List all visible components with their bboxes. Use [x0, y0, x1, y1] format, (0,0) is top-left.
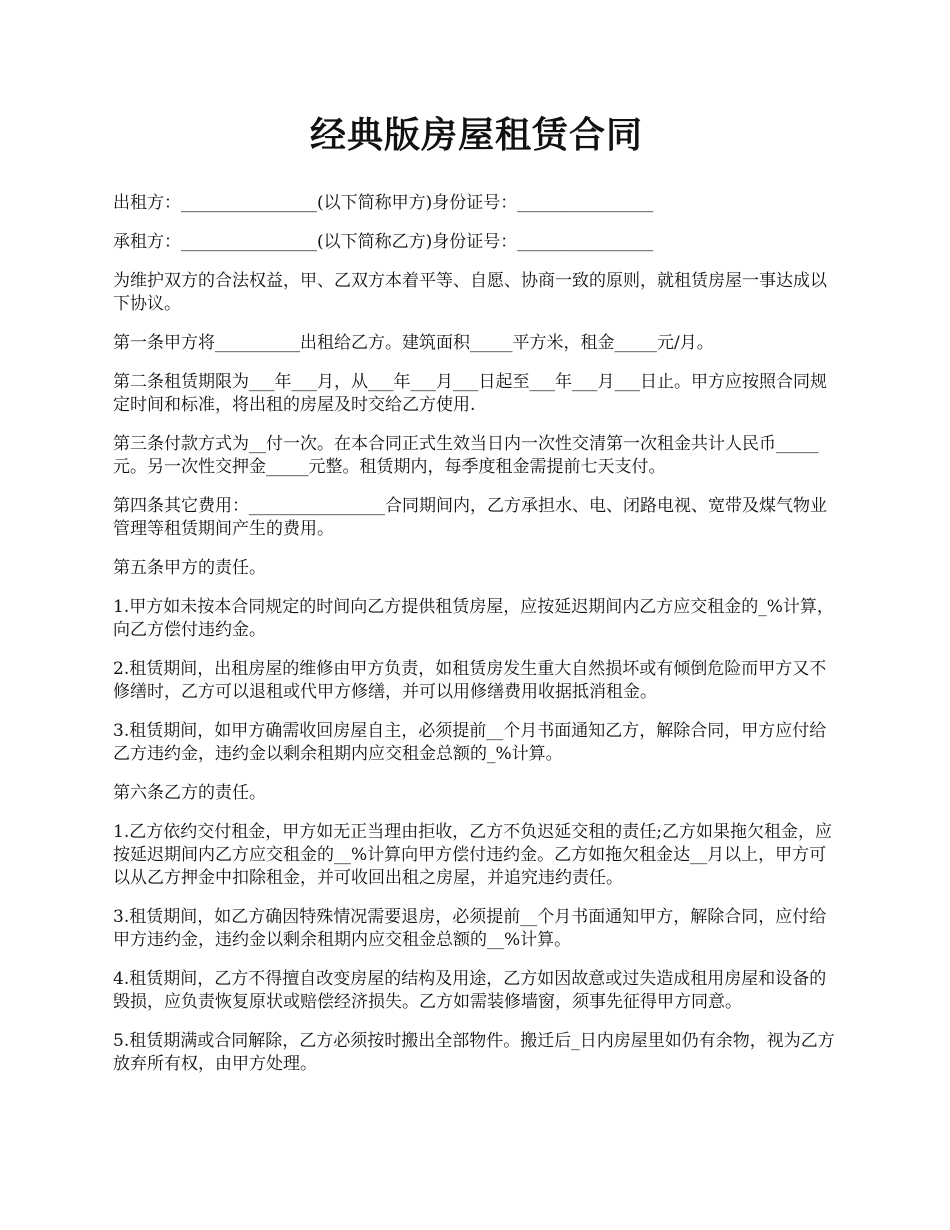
document-title: 经典版房屋租赁合同	[309, 114, 643, 156]
article-5-clause-3: 3.租赁期间，如甲方确需收回房屋自主，必须提前__个月书面通知乙方，解除合同，甲方应付给乙方违约金，违约金以剩余租期内应交租金总额的_%计算。	[113, 721, 827, 764]
article-5-clause-1: 1.甲方如未按本合同规定的时间向乙方提供租赁房屋，应按延迟期间内乙方应交租金的_%计算，向乙方偿付违约金。	[113, 597, 834, 640]
article-6-heading: 第六条乙方的责任。	[113, 783, 266, 803]
preamble: 为维护双方的合法权益，甲、乙双方本着平等、自愿、协商一致的原则，就租赁房屋一事达成以下协议。	[113, 271, 827, 314]
article-5-heading: 第五条甲方的责任。	[113, 558, 266, 578]
article-6-clause-3: 3.租赁期间，如乙方确因特殊情况需要退房，必须提前__个月书面通知甲方，解除合同，应付给甲方违约金，违约金以剩余租期内应交租金总额的__%计算。	[113, 907, 827, 950]
article-3: 第三条付款方式为__付一次。在本合同正式生效当日内一次性交清第一次租金共计人民币_____元。另一次性交押金_____元整。租赁期内，每季度租金需提前七天支付。	[113, 434, 819, 477]
article-2: 第二条租赁期限为___年___月，从___年___月___日起至___年___月___日止。甲方应按照合同规定时间和标准，将出租的房屋及时交给乙方使用.	[113, 372, 827, 415]
article-5-clause-2: 2.租赁期间，出租房屋的维修由甲方负责，如租赁房发生重大自然损坏或有倾倒危险而甲方又不修缮时，乙方可以退租或代甲方修缮，并可以用修缮费用收据抵消租金。	[113, 659, 827, 702]
lessee-line: 承租方：________________(以下简称乙方)身份证号：________________	[113, 232, 654, 252]
article-4: 第四条其它费用：________________合同期间内，乙方承担水、电、闭路电视、宽带及煤气物业管理等租赁期间产生的费用。	[113, 496, 827, 539]
article-6-clause-4: 4.租赁期间，乙方不得擅自改变房屋的结构及用途，乙方如因故意或过失造成租用房屋和设备的毁损，应负责恢复原状或赔偿经济损失。乙方如需装修墙窗，须事先征得甲方同意。	[113, 969, 827, 1012]
article-6-clause-1: 1.乙方依约交付租金，甲方如无正当理由拒收，乙方不负迟延交租的责任;乙方如果拖欠租金，应按延迟期间内乙方应交租金的__%计算向甲方偿付违约金。乙方如拖欠租金达__月以上，甲方可以从乙方押金中扣除租金，并可收回出租之房屋，并追究违约责任。	[113, 822, 832, 888]
lessor-line: 出租方：________________(以下简称甲方)身份证号：________________	[113, 193, 654, 213]
article-1: 第一条甲方将__________出租给乙方。建筑面积_____平方米，租金_____元/月。	[113, 333, 714, 353]
article-6-clause-5: 5.租赁期满或合同解除，乙方必须按时搬出全部物件。搬迁后_日内房屋里如仍有余物，视为乙方放弃所有权，由甲方处理。	[113, 1031, 835, 1074]
